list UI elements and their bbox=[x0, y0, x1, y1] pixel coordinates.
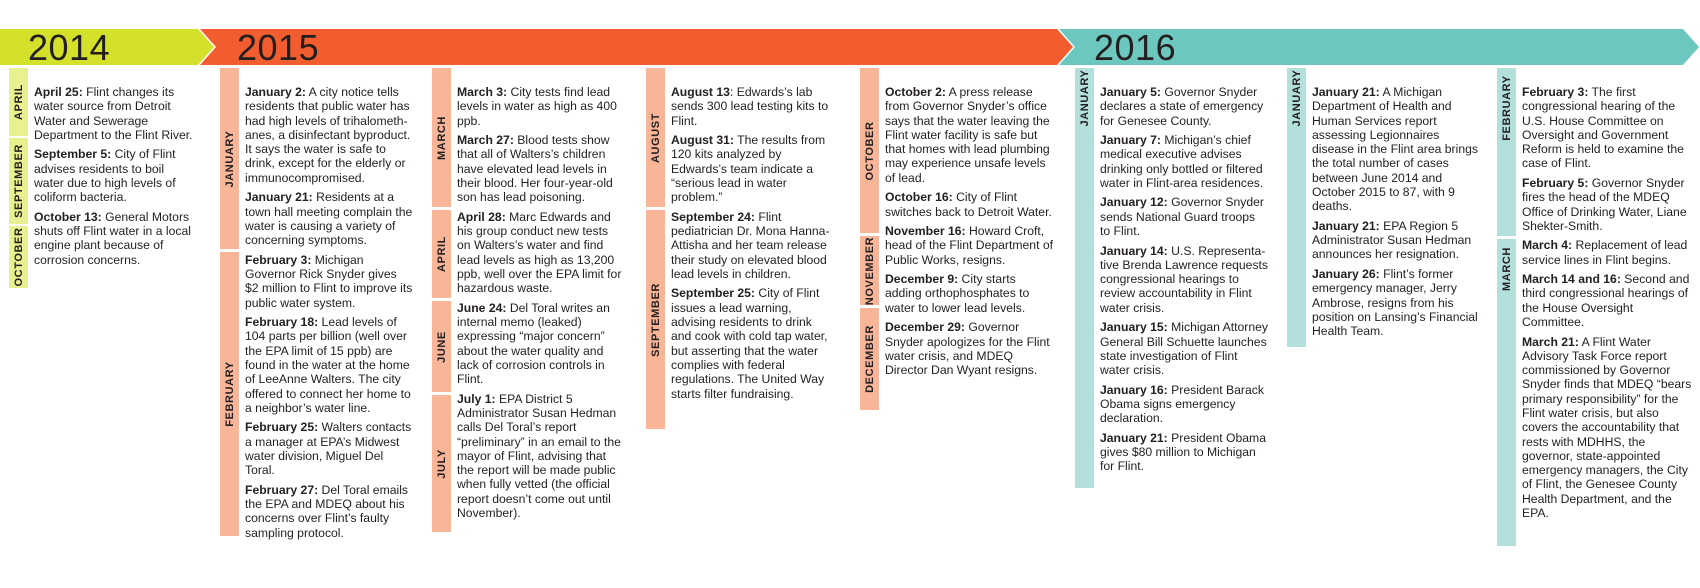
month-label: APRIL bbox=[435, 236, 448, 272]
entry-text: Replacement of lead service lines in Flint begins. bbox=[1522, 238, 1688, 267]
entry-date: August 31: bbox=[671, 133, 734, 148]
month-segment bbox=[432, 395, 451, 532]
entries-list bbox=[1522, 85, 1692, 526]
timeline-entry bbox=[1100, 383, 1268, 426]
month-label: JUNE bbox=[435, 330, 448, 363]
timeline-entry bbox=[34, 210, 194, 267]
timeline-entry bbox=[34, 147, 194, 204]
timeline-entry bbox=[1100, 431, 1268, 474]
month-segment bbox=[220, 252, 239, 536]
month-label: FEBRUARY bbox=[223, 361, 236, 427]
entry-text: Governor Snyder sends National Guard troops to Flint. bbox=[1100, 195, 1264, 239]
month-label: JANUARY bbox=[1078, 69, 1091, 127]
entry-text: Flint pediatrician Dr. Mona Hanna-Attisha and her team release their study on elevated blood lead levels in children. bbox=[671, 209, 830, 281]
month-segment bbox=[432, 210, 451, 298]
timeline-entry bbox=[245, 420, 413, 477]
entry-text: The results from 120 kits analyzed by Edwards’s team indicate a “serious lead in water problem.” bbox=[671, 133, 826, 205]
entry-text: President Obama gives $80 million to Michigan for Flint. bbox=[1100, 430, 1266, 474]
year-label-2014: 2014 bbox=[28, 27, 111, 68]
month-segment bbox=[1497, 239, 1516, 546]
month-label: MARCH bbox=[435, 115, 448, 160]
entry-date: December 9: bbox=[885, 272, 959, 287]
entry-date: January 21: bbox=[1312, 218, 1380, 233]
timeline-entry bbox=[245, 190, 413, 247]
month-segment bbox=[1497, 68, 1516, 236]
month-label: NOVEMBER bbox=[863, 236, 876, 305]
timeline-entry bbox=[885, 85, 1053, 185]
timeline-entry bbox=[457, 392, 625, 521]
entry-text: The first congressional hearing of the U.S. House Committee on Oversight and Government Reform is held to examine the case of Flint. bbox=[1522, 85, 1684, 171]
timeline-entry bbox=[1522, 238, 1692, 267]
month-segment bbox=[432, 68, 451, 207]
timeline-entry bbox=[1312, 219, 1480, 262]
entry-date: January 14: bbox=[1100, 243, 1168, 258]
entry-text: Michigan’s chief medical executive advises drinking only bottled or filtered water in Flint-area residences. bbox=[1100, 133, 1264, 190]
entry-date: February 3: bbox=[245, 252, 312, 267]
entry-date: January 12: bbox=[1100, 195, 1168, 210]
entry-date: September 25: bbox=[671, 286, 755, 301]
entry-date: September 5: bbox=[34, 147, 112, 162]
entry-text: Flint’s former emergency manager, Jerry Ambrose, resigns from his position on Lansing’s Financial Health Team. bbox=[1312, 266, 1478, 339]
entry-text: Governor Snyder fires the head of the MDEQ Office of Drinking Water, Liane Shekter-Smith. bbox=[1522, 175, 1687, 233]
entry-text: Del Toral writes an internal memo (leaked) expressing “major concern” about the water quality and lack of corrosion controls in Flint. bbox=[457, 300, 610, 387]
entry-text: Howard Croft, head of the Flint Department of Public Works, resigns. bbox=[885, 224, 1054, 267]
entry-text: Second and third congressional hearings of the House Oversight Committee. bbox=[1522, 272, 1690, 330]
entry-text: City of Flint switches back to Detroit Water. bbox=[885, 190, 1052, 219]
entry-text: U.S. Representative Brenda Lawrence requests congressional hearings to review accountability in Flint water crisis. bbox=[1100, 243, 1269, 315]
entry-text: A Flint Water Advisory Task Force report commissioned by Governor Snyder finds that MDEQ “bears primary responsibility” for the Flint water crisis, but also covers the accountability that rests with MDHHS, the governor, state-appointed emergency managers, the City of Flint, the Genesee County Health Department, and the EPA. bbox=[1522, 334, 1692, 521]
timeline-entry bbox=[245, 315, 413, 415]
timeline-entry bbox=[885, 320, 1053, 377]
entry-date: January 21: bbox=[1312, 85, 1380, 99]
timeline-entry bbox=[671, 85, 831, 128]
month-segment bbox=[9, 226, 28, 288]
month-label: APRIL bbox=[12, 84, 25, 120]
entry-date: December 29: bbox=[885, 320, 965, 335]
month-segment bbox=[9, 68, 28, 136]
month-label: FEBRUARY bbox=[1500, 75, 1513, 141]
month-label: SEPTEMBER bbox=[12, 144, 25, 218]
timeline-entry bbox=[1522, 85, 1692, 171]
entry-text: Del Toral emails the EPA and MDEQ about his concerns over Flint’s faulty sampling protocol. bbox=[245, 482, 409, 540]
entry-date: March 27: bbox=[457, 133, 514, 148]
entry-date: January 16: bbox=[1100, 382, 1168, 397]
entry-date: October 2: bbox=[885, 85, 946, 99]
entry-text: EPA Region 5 Administrator Susan Hedman announces her resignation. bbox=[1312, 218, 1472, 262]
month-label: JULY bbox=[435, 448, 448, 479]
entry-text: City of Flint issues a lead warning, advising residents to drink and cook with cold tap water, but asserting that the water complies with federal regulations. The United Way starts filter fundraising. bbox=[671, 286, 828, 401]
month-segment bbox=[860, 236, 879, 305]
year-label-2015: 2015 bbox=[237, 27, 320, 68]
month-label: MARCH bbox=[1500, 247, 1513, 291]
entry-date: March 21: bbox=[1522, 334, 1579, 349]
month-segment bbox=[646, 210, 665, 429]
month-label: JANUARY bbox=[223, 130, 236, 187]
entries-list bbox=[457, 85, 625, 526]
entries-list bbox=[671, 85, 831, 406]
entry-date: January 21: bbox=[245, 190, 313, 205]
year-label-2016: 2016 bbox=[1094, 27, 1177, 68]
timeline-entry bbox=[671, 210, 831, 281]
entry-date: September 24: bbox=[671, 209, 755, 224]
timeline-entry bbox=[1100, 133, 1268, 190]
entry-text: A Michigan Department of Health and Human Services report assessing Legionnaires disease in the Flint area brings the total number of cases between June 2014 and October 2015 to 87, with 9 deaths. bbox=[1312, 85, 1478, 214]
timeline-entry bbox=[1100, 85, 1268, 128]
month-segment bbox=[1075, 68, 1094, 488]
entry-text: Residents at a town hall meeting complain the water is causing a variety of concerning symptoms. bbox=[245, 190, 413, 248]
entry-date: February 18: bbox=[245, 315, 319, 330]
entry-text: General Motors shuts off Flint water in a local engine plant because of corrosion concerns. bbox=[34, 209, 191, 267]
timeline-entry bbox=[1522, 272, 1692, 329]
entry-text: City starts adding orthophosphates to water to lower lead levels. bbox=[885, 272, 1030, 315]
entry-date: June 24: bbox=[457, 300, 507, 315]
entry-text: Governor Snyder apologizes for the Flint water crisis, and MDEQ Director Dan Wyant resigns. bbox=[885, 320, 1050, 378]
month-label: SEPTEMBER bbox=[649, 282, 662, 357]
entry-date: February 27: bbox=[245, 482, 319, 497]
entry-text: Flint changes its water source from Detroit Water and Sewerage Department to the Flint River. bbox=[34, 85, 193, 142]
entry-date: October 13: bbox=[34, 209, 102, 224]
timeline-entry bbox=[1522, 335, 1692, 521]
entry-date: January 26: bbox=[1312, 266, 1380, 281]
entry-text: Lead levels of 104 parts per billion (well over the EPA limit of 15 ppb) are found in the water at the home of LeeAnne Walters. The city offered to connect her home to a neighbor’s water line. bbox=[245, 315, 411, 415]
entries-list bbox=[34, 85, 194, 272]
entries-list bbox=[1100, 85, 1268, 479]
timeline-entry bbox=[1522, 176, 1692, 233]
timeline-entry bbox=[885, 272, 1053, 315]
entry-date: January 21: bbox=[1100, 430, 1168, 445]
entry-text: : Edwards’s lab sends 300 lead testing kits to Flint. bbox=[671, 85, 829, 128]
month-label: AUGUST bbox=[649, 112, 662, 163]
month-label: OCTOBER bbox=[863, 120, 876, 181]
entry-text: City tests find lead levels in water as high as 400 ppb. bbox=[457, 85, 617, 128]
year-banner bbox=[0, 27, 1700, 68]
entry-date: January 7: bbox=[1100, 133, 1161, 148]
entries-list bbox=[885, 85, 1053, 383]
year-2015-band bbox=[200, 27, 1073, 68]
timeline-entry bbox=[671, 286, 831, 400]
entry-date: February 3: bbox=[1522, 85, 1589, 99]
month-segment bbox=[860, 68, 879, 233]
timeline-entry bbox=[245, 253, 413, 310]
month-segment bbox=[860, 308, 879, 410]
entry-text: EPA District 5 Administrator Susan Hedman calls Del Toral’s report “preliminary” in an email to the mayor of Flint, advising that the report will be made public when fully vetted (the official report doesn’t come out until November). bbox=[457, 391, 621, 521]
month-segment bbox=[432, 301, 451, 392]
entry-text: Michigan Governor Rick Snyder gives $2 million to Flint to improve its public water system. bbox=[245, 252, 413, 310]
entry-text: Governor Snyder declares a state of emergency for Genesee County. bbox=[1100, 85, 1264, 128]
entry-date: March 4: bbox=[1522, 238, 1573, 253]
entry-text: President Barack Obama signs emergency declaration. bbox=[1100, 382, 1264, 426]
timeline-entry bbox=[245, 483, 413, 540]
timeline-entry bbox=[885, 224, 1053, 267]
month-segment bbox=[1287, 68, 1306, 347]
entries-list bbox=[245, 85, 413, 545]
entry-date: March 3: bbox=[457, 85, 508, 99]
timeline-entry bbox=[34, 85, 194, 142]
entry-date: April 25: bbox=[34, 85, 83, 99]
entry-date: February 5: bbox=[1522, 175, 1589, 190]
timeline-entry bbox=[245, 85, 413, 185]
timeline-entry bbox=[457, 210, 625, 296]
entry-text: A press release from Governor Snyder’s office says that the water leaving the Flint water facility is safe but that homes with lead plumbing may experience unsafe levels of lead. bbox=[885, 85, 1050, 185]
entry-date: January 15: bbox=[1100, 320, 1168, 335]
entry-date: April 28: bbox=[457, 209, 506, 224]
timeline-entry bbox=[671, 133, 831, 204]
month-label: DECEMBER bbox=[863, 325, 876, 393]
timeline-entry bbox=[457, 133, 625, 204]
entry-date: March 14 and 16: bbox=[1522, 272, 1621, 287]
entry-date: January 2: bbox=[245, 85, 306, 99]
entry-text: Walters contacts a manager at EPA’s Midwest water division, Miguel Del Toral. bbox=[245, 420, 412, 478]
entry-date: July 1: bbox=[457, 391, 496, 406]
timeline-entry bbox=[1100, 320, 1268, 377]
month-segment bbox=[220, 68, 239, 249]
entry-date: October 16: bbox=[885, 190, 953, 205]
month-label: OCTOBER bbox=[12, 227, 25, 287]
entry-text: City of Flint advises residents to boil water due to high levels of coliform bacteria. bbox=[34, 147, 176, 205]
entry-text: Marc Edwards and his group conduct new tests on Walters’s water and find lead levels as high as 13,200 ppb, well over the EPA limit for hazardous waste. bbox=[457, 209, 622, 296]
entry-text: Blood tests show that all of Walters’s children have elevated lead levels in their blood. Her four-year-old son has lead poisoning. bbox=[457, 133, 613, 205]
timeline-entry bbox=[885, 190, 1053, 219]
timeline-entry bbox=[1312, 85, 1480, 214]
entry-text: Michigan Attorney General Bill Schuette launches state investigation of Flint water crisis. bbox=[1100, 320, 1269, 378]
entry-date: January 5: bbox=[1100, 85, 1161, 99]
entry-date: February 25: bbox=[245, 420, 319, 435]
entries-list bbox=[1312, 85, 1480, 344]
month-segment bbox=[646, 68, 665, 207]
timeline-entry bbox=[457, 85, 625, 128]
month-segment bbox=[9, 138, 28, 224]
month-label: JANUARY bbox=[1290, 69, 1303, 127]
entry-text: A city notice tells residents that public water has had high levels of trihalomethanes, a disinfectant byproduct. It says the water is safe to drink, except for the elderly or immunocompromised. bbox=[245, 85, 411, 185]
timeline-entry bbox=[457, 301, 625, 387]
entry-date: November 16: bbox=[885, 224, 966, 239]
timeline-entry bbox=[1312, 267, 1480, 338]
timeline-entry bbox=[1100, 244, 1268, 315]
entry-date: August 13 bbox=[671, 85, 730, 99]
timeline-entry bbox=[1100, 195, 1268, 238]
